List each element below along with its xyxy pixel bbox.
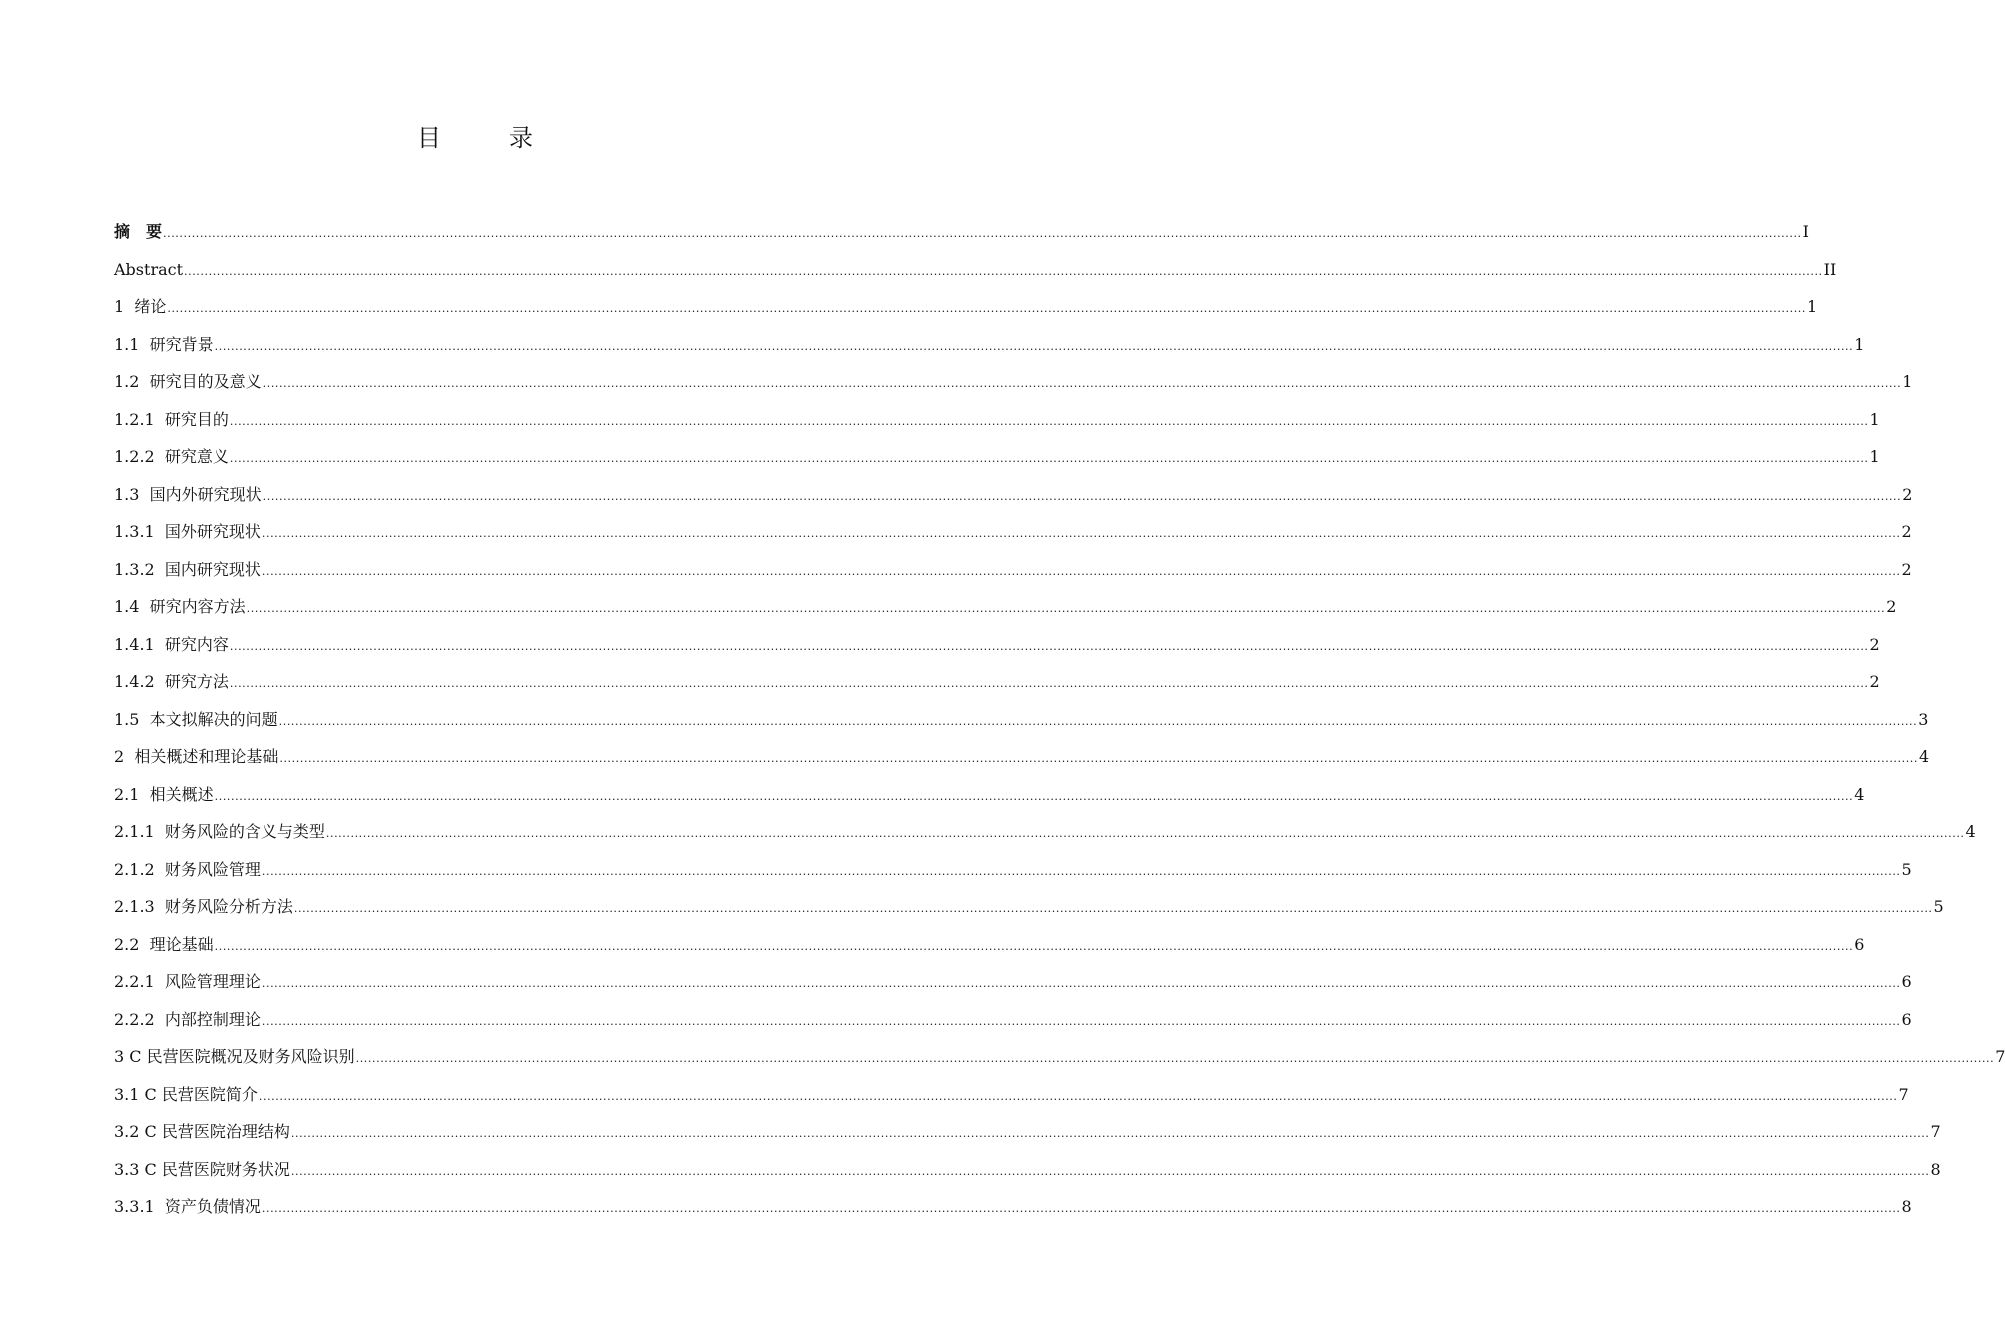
toc-dot-leader: ................................................................................................................................................................................................................................................................................................................................................................................................................ <box>262 489 1902 503</box>
toc-dot-leader: ................................................................................................................................................................................................................................................................................................................................................................................................................ <box>229 452 1869 465</box>
toc-entry-label: 1 绪论 <box>114 297 167 316</box>
toc-entry-page-number: 7 <box>1995 1047 2005 1066</box>
toc-entry-page-number: 1 <box>1869 409 1880 429</box>
toc-entry-label: 1.1 研究背景 <box>114 334 214 354</box>
toc-dot-leader: ................................................................................................................................................................................................................................................................................................................................................................................................................ <box>163 227 1802 240</box>
toc-dot-leader: ................................................................................................................................................................................................................................................................................................................................................................................................................ <box>261 864 1901 878</box>
toc-entry[interactable] <box>114 1080 1909 1118</box>
toc-entry-page-number: 7 <box>1930 1122 1941 1141</box>
toc-entry-page-number: II <box>1823 259 1837 279</box>
toc-entry-label: 3.1 C 民营医院简介 <box>114 1084 258 1104</box>
toc-entry-label: 2.2.2 内部控制理论 <box>114 1009 261 1029</box>
toc-dot-leader: ................................................................................................................................................................................................................................................................................................................................................................................................................ <box>261 564 1901 578</box>
toc-entry-label: 1.3.1 国外研究现状 <box>114 522 261 541</box>
toc-entry-page-number: 4 <box>1919 747 1930 766</box>
toc-dot-leader: ................................................................................................................................................................................................................................................................................................................................................................................................................ <box>355 1052 1995 1065</box>
toc-entry[interactable] <box>114 292 1818 330</box>
toc-entry-label: 1.2.2 研究意义 <box>114 447 229 466</box>
page-title: 目 录 <box>417 124 555 152</box>
toc-entry-label: 3.3.1 资产负债情况 <box>114 1197 261 1216</box>
toc-dot-leader: ................................................................................................................................................................................................................................................................................................................................................................................................................ <box>261 1014 1901 1028</box>
toc-entry-label: 1.2 研究目的及意义 <box>114 372 262 391</box>
toc-entry-page-number: 4 <box>1965 822 1976 841</box>
toc-dot-leader: ................................................................................................................................................................................................................................................................................................................................................................................................................ <box>261 977 1901 990</box>
toc-dot-leader: ................................................................................................................................................................................................................................................................................................................................................................................................................ <box>278 714 1918 728</box>
toc-entry[interactable] <box>114 367 1913 405</box>
toc-entry-label: 1.4.2 研究方法 <box>114 672 229 691</box>
toc-entry-label: 2.2.1 风险管理理论 <box>114 972 261 991</box>
toc-dot-leader: ................................................................................................................................................................................................................................................................................................................................................................................................................ <box>293 902 1933 915</box>
toc-dot-leader: ................................................................................................................................................................................................................................................................................................................................................................................................................ <box>290 1164 1930 1178</box>
toc-entry-page-number: 5 <box>1933 897 1944 916</box>
toc-entry[interactable] <box>114 630 1880 668</box>
toc-entry-page-number: 5 <box>1901 859 1912 879</box>
toc-entry[interactable] <box>114 1192 1912 1230</box>
table-of-contents <box>114 217 2005 1230</box>
toc-entry-page-number: 2 <box>1886 597 1897 616</box>
toc-entry-label: 1.5 本文拟解决的问题 <box>114 709 278 729</box>
toc-entry-label: 1.2.1 研究目的 <box>114 409 229 429</box>
toc-entry[interactable] <box>114 817 1976 855</box>
toc-entry-page-number: 2 <box>1869 634 1880 654</box>
toc-entry-label: 摘 要 <box>114 222 163 241</box>
toc-entry-page-number: 2 <box>1869 672 1880 691</box>
toc-dot-leader: ................................................................................................................................................................................................................................................................................................................................................................................................................ <box>258 1089 1898 1103</box>
toc-entry-page-number: 1 <box>1869 447 1880 466</box>
toc-entry[interactable] <box>114 1042 2005 1080</box>
toc-entry-label: 2.1 相关概述 <box>114 784 214 804</box>
toc-entry-page-number: 7 <box>1898 1084 1909 1104</box>
toc-dot-leader: ................................................................................................................................................................................................................................................................................................................................................................................................................ <box>184 264 1823 278</box>
toc-entry-page-number: 1 <box>1854 334 1865 354</box>
toc-entry-label: 2.1.2 财务风险管理 <box>114 859 261 879</box>
toc-entry[interactable] <box>114 892 1944 930</box>
toc-entry[interactable] <box>114 255 1837 293</box>
toc-entry-page-number: 2 <box>1901 559 1912 579</box>
toc-entry[interactable] <box>114 217 1809 255</box>
toc-entry-page-number: 1 <box>1902 372 1913 391</box>
toc-dot-leader: ................................................................................................................................................................................................................................................................................................................................................................................................................ <box>167 302 1806 315</box>
toc-entry[interactable] <box>114 930 1865 968</box>
toc-entry[interactable] <box>114 405 1880 443</box>
toc-entry-label: 3.2 C 民营医院治理结构 <box>114 1122 290 1141</box>
toc-entry-page-number: 6 <box>1854 934 1865 954</box>
toc-dot-leader: ................................................................................................................................................................................................................................................................................................................................................................................................................ <box>279 752 1918 765</box>
toc-entry[interactable] <box>114 517 1912 555</box>
toc-entry-label: 3 C 民营医院概况及财务风险识别 <box>114 1047 355 1066</box>
toc-dot-leader: ................................................................................................................................................................................................................................................................................................................................................................................................................ <box>214 939 1854 953</box>
toc-entry-page-number: 8 <box>1901 1197 1912 1216</box>
toc-entry-page-number: 3 <box>1918 709 1929 729</box>
toc-dot-leader: ................................................................................................................................................................................................................................................................................................................................................................................................................ <box>262 377 1902 390</box>
toc-dot-leader: ................................................................................................................................................................................................................................................................................................................................................................................................................ <box>290 1127 1930 1140</box>
toc-entry-label: 1.3 国内外研究现状 <box>114 484 262 504</box>
toc-entry-page-number: 8 <box>1930 1159 1941 1179</box>
toc-entry[interactable] <box>114 1117 1941 1155</box>
toc-entry[interactable] <box>114 967 1912 1005</box>
toc-entry-page-number: 6 <box>1901 972 1912 991</box>
toc-entry-label: Abstract <box>114 259 184 279</box>
toc-entry-page-number: 2 <box>1901 522 1912 541</box>
toc-entry[interactable] <box>114 330 1865 368</box>
toc-dot-leader: ................................................................................................................................................................................................................................................................................................................................................................................................................ <box>325 827 1965 840</box>
toc-entry-label: 3.3 C 民营医院财务状况 <box>114 1159 290 1179</box>
toc-entry[interactable] <box>114 705 1929 743</box>
toc-dot-leader: ................................................................................................................................................................................................................................................................................................................................................................................................................ <box>261 527 1901 540</box>
toc-entry-label: 2 相关概述和理论基础 <box>114 747 279 766</box>
toc-entry-page-number: I <box>1802 222 1809 241</box>
toc-dot-leader: ................................................................................................................................................................................................................................................................................................................................................................................................................ <box>214 339 1854 353</box>
toc-entry[interactable] <box>114 442 1880 480</box>
toc-dot-leader: ................................................................................................................................................................................................................................................................................................................................................................................................................ <box>246 602 1886 615</box>
toc-entry[interactable] <box>114 780 1865 818</box>
toc-entry-label: 2.2 理论基础 <box>114 934 214 954</box>
toc-entry-label: 2.1.1 财务风险的含义与类型 <box>114 822 325 841</box>
toc-entry-label: 1.4 研究内容方法 <box>114 597 246 616</box>
toc-entry[interactable] <box>114 667 1880 705</box>
toc-entry[interactable] <box>114 855 1912 893</box>
toc-entry[interactable] <box>114 555 1912 593</box>
toc-entry[interactable] <box>114 1155 1941 1193</box>
toc-dot-leader: ................................................................................................................................................................................................................................................................................................................................................................................................................ <box>214 789 1854 803</box>
toc-dot-leader: ................................................................................................................................................................................................................................................................................................................................................................................................................ <box>229 414 1869 428</box>
toc-entry-page-number: 2 <box>1902 484 1913 504</box>
toc-entry[interactable] <box>114 1005 1912 1043</box>
toc-entry-page-number: 1 <box>1807 297 1818 316</box>
toc-dot-leader: ................................................................................................................................................................................................................................................................................................................................................................................................................ <box>229 677 1869 690</box>
toc-entry-label: 2.1.3 财务风险分析方法 <box>114 897 293 916</box>
toc-dot-leader: ................................................................................................................................................................................................................................................................................................................................................................................................................ <box>229 639 1869 653</box>
toc-entry[interactable] <box>114 592 1897 630</box>
toc-entry-label: 1.3.2 国内研究现状 <box>114 559 261 579</box>
toc-dot-leader: ................................................................................................................................................................................................................................................................................................................................................................................................................ <box>261 1202 1901 1215</box>
toc-entry[interactable] <box>114 742 1930 780</box>
toc-entry-label: 1.4.1 研究内容 <box>114 634 229 654</box>
toc-entry-page-number: 4 <box>1854 784 1865 804</box>
toc-entry-page-number: 6 <box>1901 1009 1912 1029</box>
toc-entry[interactable] <box>114 480 1913 518</box>
